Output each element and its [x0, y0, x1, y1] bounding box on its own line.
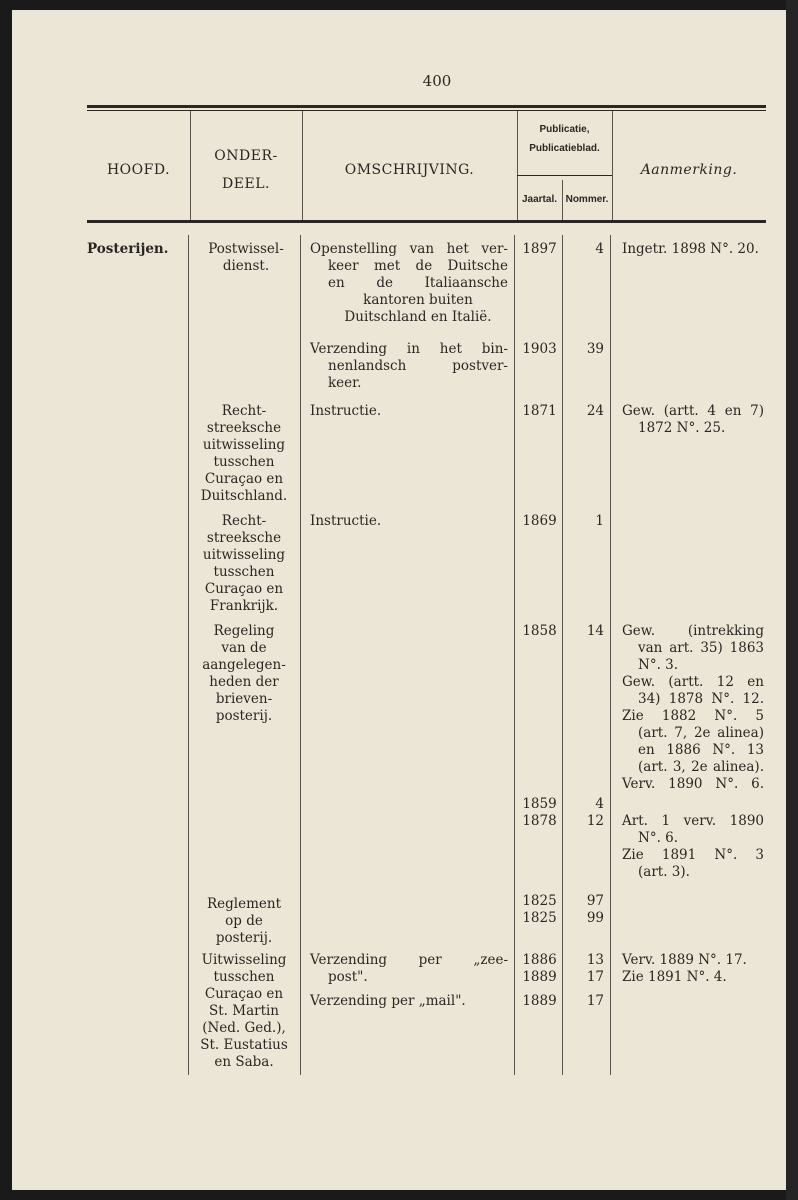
onderdeel-line: streeksche: [206, 420, 282, 436]
omschrijving-line: Verzending per „zee-: [310, 952, 508, 968]
onderdeel-line: Curaçao en: [204, 986, 284, 1002]
column-divider: [610, 235, 611, 1075]
column-divider: [562, 235, 563, 1075]
column-divider: [300, 235, 301, 1075]
onderdeel-line: Duitschland.: [200, 488, 288, 504]
onderdeel-line: Regeling: [213, 623, 275, 639]
header-publicatieblad: Publicatieblad.: [529, 143, 600, 154]
publicatie-rule: [517, 175, 612, 176]
scan-edge: [786, 0, 798, 1200]
header-nommer: Nommer.: [565, 194, 609, 205]
top-rule-thin: [87, 110, 766, 111]
nommer-value: 97: [586, 893, 604, 909]
onderdeel-line: Postwissel-: [208, 241, 284, 257]
aanmerking-line: 1872 N°. 25.: [638, 420, 726, 436]
top-rule: [87, 105, 766, 108]
onderdeel-line: uitwisseling: [202, 437, 286, 453]
onderdeel-line: posterij.: [215, 930, 273, 946]
aanmerking-line: (art. 3).: [638, 864, 690, 880]
nommer-value: 1: [595, 513, 604, 529]
omschrijving-line: en de Italiaansche: [328, 275, 508, 291]
jaartal-value: 1871: [522, 403, 557, 419]
onderdeel-line: tusschen: [213, 454, 275, 470]
header-publicatie: Publicatie,: [539, 124, 590, 135]
document-page: [12, 10, 786, 1190]
nommer-value: 14: [586, 623, 604, 639]
omschrijving-line: kantoren buiten: [363, 292, 473, 308]
onderdeel-line: posterij.: [215, 708, 273, 724]
onderdeel-line: Frankrijk.: [209, 598, 279, 614]
aanmerking-line: (art. 7, 2e alinea): [638, 725, 764, 741]
omschrijving-line: Verzending in het bin-: [310, 341, 508, 357]
onderdeel-line: Recht-: [221, 403, 267, 419]
onderdeel-line: Curaçao en: [204, 581, 284, 597]
jaartal-value: 1825: [522, 910, 557, 926]
column-divider: [514, 235, 515, 1075]
onderdeel-line: uitwisseling: [202, 547, 286, 563]
jaartal-value: 1878: [522, 813, 557, 829]
jaartal-value: 1859: [522, 796, 557, 812]
jaartal-value: 1886: [522, 952, 557, 968]
onderdeel-line: streeksche: [206, 530, 282, 546]
onderdeel-line: St. Eustatius: [200, 1037, 288, 1053]
aanmerking-line: Verv. 1890 N°. 6.: [622, 776, 764, 792]
nommer-value: 4: [595, 796, 604, 812]
onderdeel-line: heden der: [209, 674, 279, 690]
omschrijving-instructie: Instructie.: [310, 403, 382, 419]
hoofd-posterijen: Posterijen.: [87, 241, 169, 257]
aanmerking-line: Gew. (intrekking: [622, 623, 764, 639]
header-onderdeel-1: ONDER-: [214, 148, 278, 164]
nommer-value: 99: [586, 910, 604, 926]
nommer-value: 17: [586, 969, 604, 985]
aanmerking-line: Gew. (artt. 4 en 7): [622, 403, 764, 419]
aanmerking-line: Zie 1891 N°. 3: [622, 847, 764, 863]
onderdeel-line: tusschen: [213, 564, 275, 580]
aanmerking-line: van art. 35) 1863: [638, 640, 764, 656]
aanmerking-line: 34) 1878 N°. 12.: [638, 691, 764, 707]
jaartal-value: 1869: [522, 513, 557, 529]
aanmerking-line: Verv. 1889 N°. 17.: [622, 952, 747, 968]
nommer-value: 13: [586, 952, 604, 968]
aanmerking-line: N°. 3.: [638, 657, 679, 673]
onderdeel-line: Reglement: [206, 896, 281, 912]
header-onderdeel-2: DEEL.: [222, 176, 270, 192]
onderdeel-line: tusschen: [213, 969, 275, 985]
onderdeel-line: aangelegen-: [202, 657, 286, 673]
nommer-value: 12: [586, 813, 604, 829]
aanmerking-line: en 1886 N°. 13: [638, 742, 764, 758]
onderdeel-line: St. Martin: [208, 1003, 280, 1019]
omschrijving-line: nenlandsch postver-: [328, 358, 508, 374]
aanmerking-line: (art. 3, 2e alinea).: [638, 759, 764, 775]
header-bottom-rule: [87, 220, 766, 223]
jaartal-value: 1858: [522, 623, 557, 639]
page-number: 400: [422, 72, 452, 90]
onderdeel-line: op de: [225, 913, 263, 929]
jaartal-value: 1889: [522, 969, 557, 985]
aanmerking-line: Art. 1 verv. 1890: [622, 813, 764, 829]
onderdeel-line: van de: [221, 640, 267, 656]
onderdeel-line: Curaçao en: [204, 471, 284, 487]
onderdeel-line: Recht-: [221, 513, 267, 529]
nommer-value: 4: [595, 241, 604, 257]
aanmerking-line: Zie 1891 N°. 4.: [622, 969, 727, 985]
header-jaartal: Jaartal.: [521, 194, 558, 205]
nommer-value: 39: [586, 341, 604, 357]
omschrijving-line: Verzending per „mail".: [310, 993, 466, 1009]
onderdeel-line: en Saba.: [214, 1054, 274, 1070]
header-omschrijving: OMSCHRIJVING.: [344, 162, 475, 178]
aanmerking-line: Ingetr. 1898 N°. 20.: [622, 241, 759, 257]
aanmerking-line: N°. 6.: [638, 830, 679, 846]
omschrijving-line: keer met de Duitsche: [328, 258, 508, 274]
onderdeel-line: brieven-: [215, 691, 273, 707]
omschrijving-line: keer.: [328, 375, 362, 391]
header-hoofd: HOOFD.: [106, 162, 171, 178]
onderdeel-line: dienst.: [222, 258, 270, 274]
omschrijving-line: post".: [328, 969, 368, 985]
aanmerking-line: Zie 1882 N°. 5: [622, 708, 764, 724]
jaartal-value: 1825: [522, 893, 557, 909]
jaartal-value: 1897: [522, 241, 557, 257]
header-aanmerking: Aanmerking.: [640, 162, 738, 178]
jaartal-value: 1889: [522, 993, 557, 1009]
omschrijving-line: Openstelling van het ver-: [310, 241, 508, 257]
onderdeel-line: (Ned. Ged.),: [202, 1020, 286, 1036]
nommer-value: 24: [586, 403, 604, 419]
omschrijving-instructie: Instructie.: [310, 513, 382, 529]
onderdeel-line: Uitwisseling: [201, 952, 287, 968]
jaartal-value: 1903: [522, 341, 557, 357]
aanmerking-line: Gew. (artt. 12 en: [622, 674, 764, 690]
nommer-value: 17: [586, 993, 604, 1009]
omschrijving-line: Duitschland en Italië.: [344, 309, 492, 325]
